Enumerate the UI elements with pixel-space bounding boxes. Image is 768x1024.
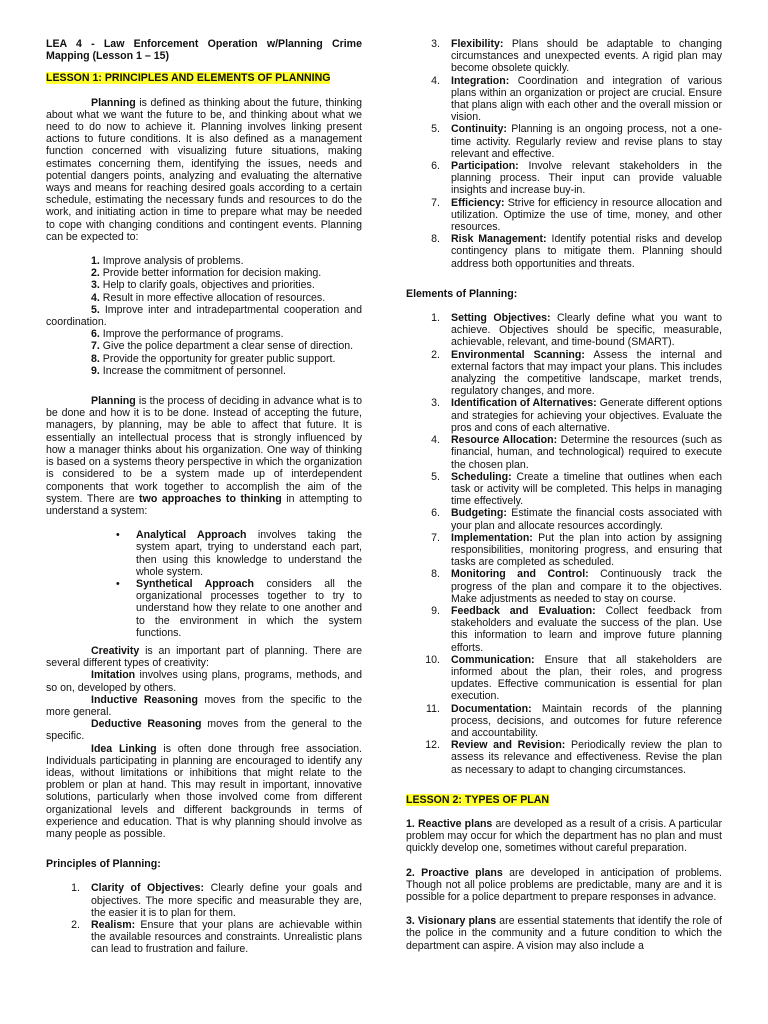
principle-item: [406, 233, 722, 270]
creativity-type-term: Idea Linking: [91, 742, 157, 755]
expected-item-number: 4.: [91, 291, 100, 304]
plan-type-text: are essential statements that identify the role of the police in the community and a future condition to which the department can aspire. A vision may also include a: [406, 915, 722, 952]
element-item-term: Budgeting:: [451, 507, 507, 520]
planning-term-2: Planning: [91, 395, 136, 408]
element-item: [406, 568, 722, 605]
principle-item-text: Strive for efficiency in resource allocation and utilization. Optimize the use of time, money, and other resources.: [451, 196, 722, 234]
element-item-term: Resource Allocation:: [451, 434, 558, 447]
principle-item-term: Flexibility:: [451, 38, 504, 50]
bullet-icon: •: [116, 529, 120, 542]
expected-item-text: Improve inter and intradepartmental cooperation and coordination.: [46, 303, 362, 329]
element-item: [406, 703, 722, 740]
principles-list-part2: [406, 38, 722, 270]
plan-types-list: [406, 818, 722, 952]
expected-item-text: Improve the performance of programs.: [99, 328, 284, 341]
creativity-types-list: [46, 669, 362, 840]
element-item-number: 8.: [431, 568, 440, 581]
element-item-text: Maintain records of the planning process, decisions, and outcomes for future reference and accountability.: [451, 702, 722, 739]
element-item-term: Identification of Alternatives:: [451, 397, 597, 410]
element-item-term: Monitoring and Control:: [451, 568, 589, 581]
element-item-term: Environmental Scanning:: [451, 348, 585, 361]
expected-item: [46, 279, 362, 291]
element-item-text: Generate different options and strategies for achieving your objectives. Evaluate the pros and cons of each alternative.: [451, 397, 722, 434]
principle-item: [406, 197, 722, 234]
expected-item-number: 7.: [91, 340, 100, 353]
document-title: LEA 4 - Law Enforcement Operation w/Planning Crime Mapping (Lesson 1 – 15): [46, 38, 362, 63]
element-item-number: 2.: [431, 348, 440, 361]
expected-item-number: 6.: [91, 328, 100, 341]
element-item-number: 7.: [431, 531, 440, 544]
bullet-icon: •: [116, 577, 120, 590]
expected-item-number: 8.: [91, 352, 100, 365]
right-column: [406, 38, 722, 952]
creativity-type-item: [46, 694, 362, 718]
element-item-term: Setting Objectives:: [451, 312, 551, 325]
element-item-term: Review and Revision:: [451, 739, 566, 752]
expected-item-number: 2.: [91, 267, 100, 280]
principle-item-term: Risk Management:: [451, 233, 547, 246]
planning-term: Planning: [91, 96, 136, 109]
expected-item: [46, 292, 362, 304]
plan-type-item: [406, 915, 722, 952]
expected-item-text: Improve analysis of problems.: [99, 255, 244, 268]
principle-item-text: Involve relevant stakeholders in the planning process. Their input can provide valuable insights and increase buy-in.: [451, 160, 722, 197]
approaches-list: [46, 529, 362, 639]
elements-list: [406, 312, 722, 776]
expected-item: [46, 304, 362, 328]
expected-item-number: 9.: [91, 364, 100, 377]
element-item-text: Put the plan into action by assigning responsibilities, monitoring progress, and ensuring that tasks are completed as scheduled.: [451, 531, 722, 569]
principle-item: [406, 38, 722, 75]
element-item: [406, 349, 722, 398]
element-item-term: Documentation:: [451, 702, 532, 715]
principle-item-number: 2.: [71, 919, 80, 931]
expected-item: [46, 365, 362, 377]
expected-item-number: 1.: [91, 255, 100, 268]
creativity-block: [46, 645, 362, 840]
principle-item: [406, 75, 722, 124]
creativity-text: is an important part of planning. There are several different types of creativity:: [46, 644, 362, 670]
approach-text: involves taking the system apart, trying to understand each part, then using this knowledge to understand the whole system.: [136, 529, 362, 578]
element-item-number: 6.: [431, 507, 440, 520]
plan-type-term: 3. Visionary plans: [406, 915, 497, 928]
approach-item: [46, 578, 362, 639]
principle-item-text: Identify potential risks and develop contingency plans to mitigate them. Planning should address both opportunities and threats.: [451, 233, 722, 270]
principle-item-text: Ensure that your plans are achievable within the available resources and constraints. Unrealistic plans can lead to frustration and failure.: [91, 919, 362, 956]
principle-item-text: Clearly define your goals and objectives. The more specific and measurable they are, the easier it is to plan for them.: [91, 882, 363, 919]
element-item-number: 4.: [431, 434, 440, 447]
principle-item-term: Clarity of Objectives:: [91, 882, 205, 895]
principles-list-part1: [46, 882, 362, 955]
planning-process-text: is the process of deciding in advance what is to be done and how it is to be done. Instead of accepting the future, managers, by planning, may be able to affect that future. It is essentially an intellectual process that is strongly influenced by how a manager thinks about his organization. One way of thinking is based on a systems theory perspective in which the organization is considered to be a system made up of interdependent components that work together to accomplish the aim of the system. There are: [46, 395, 362, 505]
principle-item: [46, 919, 362, 956]
creativity-type-text: is often done through free association. Individuals participating in planning are encouraged to identify any ideas, without limitations or inhibitions that might relate to the problem or plan at hand. This may result in important, innovative solutions, particularly when those involved come from different organizational levels and different backgrounds in terms of experience and education. That is why planning should involve as many people as possible.: [46, 742, 362, 840]
expected-item: [46, 328, 362, 340]
principle-item-term: Integration:: [451, 74, 510, 87]
principle-item-number: 4.: [431, 74, 440, 87]
creativity-type-item: [46, 743, 362, 841]
element-item-number: 10.: [425, 653, 440, 666]
lesson2-heading: LESSON 2: TYPES OF PLAN: [406, 793, 550, 806]
element-item: [406, 739, 722, 776]
expected-item-text: Provide the opportunity for greater public support.: [99, 352, 336, 365]
principle-item-number: 3.: [431, 38, 440, 50]
principle-item-number: 6.: [431, 160, 440, 173]
principles-heading: [46, 858, 362, 870]
element-item-text: Create a timeline that outlines when each task or activity will be completed. This helps in managing time effectively.: [451, 470, 722, 508]
element-item-term: Feedback and Evaluation:: [451, 604, 596, 617]
expected-item: [46, 340, 362, 352]
principle-item: [406, 160, 722, 197]
approach-text: considers all the organizational processes together to try to understand how they relate to one another and to the environment in which the system functions.: [136, 577, 362, 639]
element-item: [406, 605, 722, 654]
creativity-type-text: involves using plans, programs, methods, and so on, developed by others.: [46, 669, 362, 694]
expected-item: [46, 255, 362, 267]
expected-item-text: Give the police department a clear sense of direction.: [99, 340, 354, 353]
creativity-paragraph: [46, 645, 362, 669]
spacer: [406, 903, 722, 915]
principle-item-number: 7.: [431, 196, 440, 209]
left-column: [46, 38, 362, 956]
principle-item-text: Coordination and integration of various plans within an organization or project are crucial. Ensure that plans align with each other and the overall mission or vision.: [451, 74, 722, 124]
principle-item-text: Planning is an ongoing process, not a one-time activity. Regularly review and revise plans to stay relevant and effective.: [451, 123, 722, 160]
element-item-text: Clearly define what you want to achieve. Objectives should be specific, measurable, achievable, relevant, and time-bound (SMART).: [451, 312, 722, 349]
principle-item-number: 5.: [431, 123, 440, 136]
elements-heading: [406, 288, 722, 300]
planning-definition: [46, 97, 362, 243]
expected-item-text: Increase the commitment of personnel.: [99, 364, 286, 377]
plan-type-item: [406, 818, 722, 855]
element-item: [406, 471, 722, 508]
expected-item: [46, 353, 362, 365]
element-item-number: 9.: [431, 604, 440, 617]
plan-type-term: 1. Reactive plans: [406, 817, 493, 830]
principle-item-number: 1.: [71, 882, 80, 895]
expected-item-text: Help to clarify goals, objectives and priorities.: [99, 279, 315, 292]
element-item-text: Collect feedback from stakeholders and evaluate the success of the plan. Use this information to learn and improve future planning efforts.: [451, 604, 722, 654]
element-item-text: Periodically review the plan to assess its relevance and effectiveness. Revise the plan as necessary to adapt to changing circumstances.: [451, 739, 722, 776]
element-item: [406, 312, 722, 349]
approach-term: Synthetical Approach: [136, 577, 255, 590]
creativity-type-term: Deductive Reasoning: [91, 718, 202, 731]
creativity-type-item: [46, 669, 362, 693]
principle-item: [46, 882, 362, 919]
lesson1-heading-line: [46, 72, 362, 84]
approach-term: Analytical Approach: [136, 529, 247, 542]
plan-type-text: are developed as a result of a crisis. A particular problem may occur for which the department has no plan and must quickly develop one, sometimes without careful preparation.: [406, 817, 722, 855]
creativity-type-item: [46, 718, 362, 742]
expected-item-number: 3.: [91, 279, 100, 292]
creativity-type-term: Imitation: [91, 669, 136, 682]
elements-heading-text: Elements of Planning:: [406, 287, 518, 300]
element-item-text: Ensure that all stakeholders are informed about the plan, their roles, and progress updates. Effective communication is essential for plan execution.: [451, 653, 722, 703]
element-item-text: Estimate the financial costs associated with your plan and allocate resources accordingly.: [451, 507, 722, 532]
element-item-number: 11.: [426, 702, 440, 715]
element-item-number: 1.: [431, 312, 440, 325]
planning-process-paragraph: [46, 395, 362, 517]
lesson2-heading-line: [406, 794, 722, 806]
element-item: [406, 434, 722, 471]
lesson1-heading: LESSON 1: PRINCIPLES AND ELEMENTS OF PLANNING: [46, 72, 331, 85]
principle-item-term: Realism:: [91, 919, 136, 931]
principle-item-number: 8.: [431, 233, 440, 246]
two-approaches-term: two approaches to thinking: [139, 492, 282, 505]
element-item-text: Assess the internal and external factors that may impact your plans. This includes analyzing the competitive landscape, market trends, regulatory changes, and more.: [451, 348, 722, 398]
plan-type-item: [406, 867, 722, 904]
element-item-number: 12.: [425, 739, 440, 752]
expected-item-number: 5.: [91, 303, 100, 316]
spacer: [406, 855, 722, 867]
element-item-text: Continuously track the progress of the plan and compare it to the objectives. Make adjustments as needed to stay on course.: [451, 568, 722, 605]
creativity-type-term: Inductive Reasoning: [91, 693, 198, 706]
expected-item-text: Result in more effective allocation of resources.: [99, 291, 326, 304]
element-item-number: 3.: [431, 397, 440, 410]
principle-item-text: Plans should be adaptable to changing circumstances and unexpected events. A rigid plan may become obsolete quickly.: [451, 38, 722, 75]
creativity-type-text: moves from the general to the specific.: [46, 718, 362, 743]
principles-heading-text: Principles of Planning:: [46, 858, 161, 871]
plan-type-term: 2. Proactive plans: [406, 866, 503, 879]
principle-item-term: Participation:: [451, 160, 519, 173]
expected-item-text: Provide better information for decision making.: [99, 267, 322, 280]
element-item: [406, 507, 722, 531]
planning-process-end: in attempting to understand a system:: [46, 492, 362, 517]
creativity-term: Creativity: [91, 644, 140, 657]
element-item: [406, 532, 722, 569]
principle-item-term: Continuity:: [451, 123, 507, 136]
planning-definition-text: is defined as thinking about the future, thinking about what we want the future to be, and thinking about what we need to do now to achieve it. Planning involves linking present actions to future conditions. It is also defined as a management function concerned with visualizing future situations, making estimates concerning them, identifying the issues, needs and potential dangers points, analyzing and evaluating the alternative ways and means for reaching desired goals according to a certain schedule, estimating the necessary funds and resources to do the work, and initiating action in time to prepare what may be needed to cope with changing conditions and contingent events. Planning can be expected to:: [46, 96, 362, 243]
expected-item: [46, 267, 362, 279]
plan-type-text: are developed in anticipation of problems. Though not all police problems are predictable, many are and it is possible for a police department to prepare responses in advance.: [406, 866, 722, 903]
element-item: [406, 654, 722, 703]
creativity-type-text: moves from the specific to the more general.: [46, 693, 362, 718]
principle-item-term: Efficiency:: [451, 196, 505, 209]
element-item-term: Implementation:: [451, 531, 533, 544]
principle-item: [406, 123, 722, 160]
element-item: [406, 397, 722, 434]
element-item-term: Scheduling:: [451, 470, 512, 483]
element-item-number: 5.: [431, 470, 440, 483]
element-item-term: Communication:: [451, 653, 535, 666]
expected-outcomes-list: [46, 255, 362, 377]
approach-item: [46, 529, 362, 578]
element-item-text: Determine the resources (such as financial, human, and technological) required to execute the chosen plan.: [451, 434, 722, 471]
